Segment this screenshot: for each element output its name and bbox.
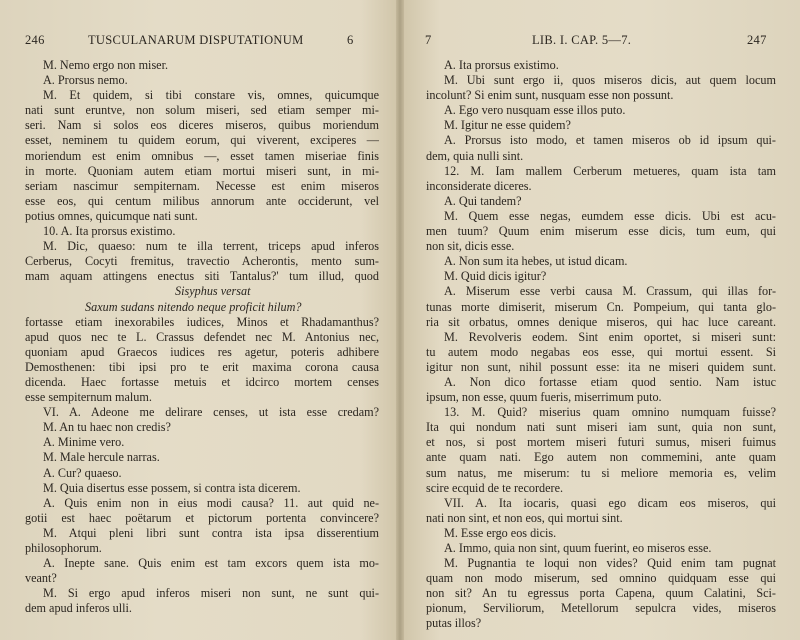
text-line: Cerberus, Cocyti fremitus, travectio Acherontis, mento sum- — [25, 254, 379, 269]
text-line: Demosthenen: tibi ipsi pro te erit maxima corona causa — [25, 359, 379, 374]
text-line: fortasse etiam inexorabiles iudices, Minos et Rhadamanthus? — [25, 314, 379, 329]
text-line: tunas morte dimiserit, miserum Cn. Pompeium, qui tanta glo- — [426, 299, 776, 314]
text-line: mam aquam attingens enectus siti Tantalus?' tum illud, quod — [25, 269, 379, 284]
text-line: seri. Nam si solos eos diceres miseros, quibus moriendum — [25, 118, 379, 133]
text-line: M. Et quidem, si tibi constare vis, omnes, quicumque — [43, 88, 379, 103]
text-line: M. Dic, quaeso: num te illa terrent, triceps apud inferos — [43, 239, 379, 254]
text-line: dem, quia nulli sint. — [426, 148, 524, 163]
text-line: scire ecquid de te recordere. — [426, 480, 564, 495]
text-line: M. Ubi sunt ergo ii, quos miseros dicis, aut quem locum — [444, 73, 776, 88]
text-line: M. An tu haec non credis? — [43, 420, 171, 435]
text-line: quam non modo miserum, sed omnino quidquam esse qui — [426, 571, 776, 586]
text-line: apud quos nec te L. Crassus defendet nec M. Antonius nec, — [25, 329, 379, 344]
text-line: philosophorum. — [25, 541, 102, 555]
left-section-number: 6 — [347, 33, 354, 47]
text-line: M. Quia disertus esse possem, si contra ista dicerem. — [43, 480, 301, 495]
text-line: et nos, si post mortem miseri futuri sumus, miseri fuimus — [426, 435, 776, 450]
right-page — [400, 0, 800, 640]
text-line: sum natus, me miserum: tu si meliore memoria es, velim — [426, 465, 776, 480]
text-line: non sit? An tu egressus porta Capena, quum Calatini, Sci- — [426, 586, 776, 601]
text-line: M. Nemo ergo non miser. — [43, 58, 169, 72]
text-line: pionum, Serviliorum, Metellorum sepulcra vides, miseros — [426, 601, 776, 616]
text-line: nati non sint, et non eos, qui mortui sint. — [426, 510, 623, 525]
text-line: M. Si ergo apud inferos miseri non sunt, ne sunt qui- — [43, 586, 379, 601]
text-line: A. Quis enim non in eius modi causa? 11. aut quid ne- — [43, 495, 379, 510]
text-line: in morte. Quoniam autem etiam mortui miseri sunt, in mi- — [25, 163, 379, 178]
text-line: VI. A. Adeone me delirare censes, ut ista esse credam? — [43, 405, 379, 420]
right-body-text — [426, 58, 776, 632]
text-line: ipsum, non esse, quum fueris, miserrimum puto. — [426, 390, 662, 405]
text-line: moriendum est enim omnibus —, esset tamen miseriae finis — [25, 148, 379, 163]
text-line: 10. A. Ita prorsus existimo. — [43, 224, 176, 239]
text-line: Ita qui nondum nati sunt miseri iam sunt, quia non sunt, — [426, 420, 776, 435]
text-line: 13. M. Quid? miserius quam omnino numquam fuisse? — [444, 405, 776, 420]
text-line: esse eos, qui centum milibus annorum ante occiderunt, vel — [25, 193, 379, 208]
text-line: igitur non sunt, nihil possunt esse: ita ne miseri quidem sunt. — [426, 359, 776, 374]
text-line: A. Ego vero nusquam esse illos puto. — [444, 103, 626, 118]
left-body-text — [25, 58, 379, 616]
text-line: M. Pugnantia te loqui non vides? Quid enim tam pugnat — [444, 556, 776, 571]
text-line: A. Cur? quaeso. — [43, 465, 122, 480]
text-line: A. Ita prorsus existimo. — [444, 58, 559, 72]
text-line: A. Immo, quia non sint, quum fuerint, eo miseros esse. — [444, 541, 712, 555]
right-section-number: 7 — [425, 33, 432, 47]
text-line: men tuum? Quum enim miserum esse dicis, tum eum, qui — [426, 224, 776, 239]
text-line: quoniam apud Graecos iudices res agetur, poteris adhibere — [25, 344, 379, 359]
text-line: M. Quid dicis igitur? — [444, 269, 547, 284]
text-line: ante quam nati. Ego autem non commemini, ante quam — [426, 450, 776, 465]
text-line: dicenda. Haec fortasse metuis et idcirco mortem censes — [25, 374, 379, 389]
text-line: dem apud inferos ulli. — [25, 601, 132, 616]
text-line: esset, neminem tu quidem eorum, qui viverent, exciperes — — [25, 133, 379, 148]
text-line: A. Prorsus isto modo, et tamen miseros ob id ipsum qui- — [444, 133, 776, 148]
text-line: A. Prorsus nemo. — [43, 73, 128, 88]
left-page-number: 246 — [25, 33, 45, 47]
right-running-title: LIB. I. CAP. 5—7. — [532, 33, 632, 47]
right-page-number: 247 — [747, 33, 767, 47]
text-line: non sit, dicis esse. — [426, 239, 515, 254]
text-line: A. Minime vero. — [43, 435, 125, 450]
text-line: A. Non sum ita hebes, ut istud dicam. — [444, 254, 628, 269]
text-line: A. Qui tandem? — [444, 193, 522, 208]
text-line: seriam nascimur sempiternam. Necesse est enim miseros — [25, 178, 379, 193]
book-gutter — [396, 0, 404, 640]
text-line: M. Atqui pleni libri sunt contra ista ipsa disserentium — [43, 525, 379, 540]
text-line: M. Igitur ne esse quidem? — [444, 118, 571, 133]
text-line: ria sit orbatus, omnes denique miseros, qui hac luce careant. — [426, 314, 776, 329]
text-line: Sisyphus versat — [175, 284, 251, 299]
text-line: A. Inepte sane. Quis enim est tam excors quem ista mo- — [43, 556, 379, 571]
text-line: M. Esse ergo eos dicis. — [444, 525, 557, 540]
text-line: Saxum sudans nitendo neque proficit hilum? — [85, 299, 302, 314]
text-line: nati sunt eruntve, non solum miseri, sed etiam semper mi- — [25, 103, 379, 118]
text-line: putas illos? — [426, 616, 482, 631]
text-line: esse sempiternum malum. — [25, 390, 152, 405]
text-line: incolunt? Si enim sunt, nusquam esse non possunt. — [426, 88, 674, 103]
text-line: VII. A. Ita iocaris, quasi ego dicam eos miseros, qui — [444, 495, 776, 510]
text-line: M. Male hercule narras. — [43, 450, 160, 465]
text-line: gotii est haec poëtarum et pictorum portenta convincere? — [25, 510, 379, 525]
text-line: potius omnes, quicumque nati sunt. — [25, 208, 198, 223]
text-line: A. Miserum esse verbi causa M. Crassum, qui illas for- — [444, 284, 776, 299]
left-running-title: TUSCULANARUM DISPUTATIONUM — [88, 33, 304, 47]
text-line: inconsiderate diceres. — [426, 178, 532, 193]
text-line: veant? — [25, 571, 57, 586]
text-line: 12. M. Iam mallem Cerberum metueres, quam ista tam — [444, 163, 776, 178]
text-line: tu autem modo negabas eos esse, qui mortui essent. Si — [426, 344, 776, 359]
text-line: A. Non dico fortasse etiam quod sentio. Nam istuc — [444, 374, 776, 389]
text-line: M. Revolveris eodem. Sint enim oportet, si miseri sunt: — [444, 329, 776, 344]
text-line: M. Quem esse negas, eumdem esse dicis. Ubi est acu- — [444, 208, 776, 223]
